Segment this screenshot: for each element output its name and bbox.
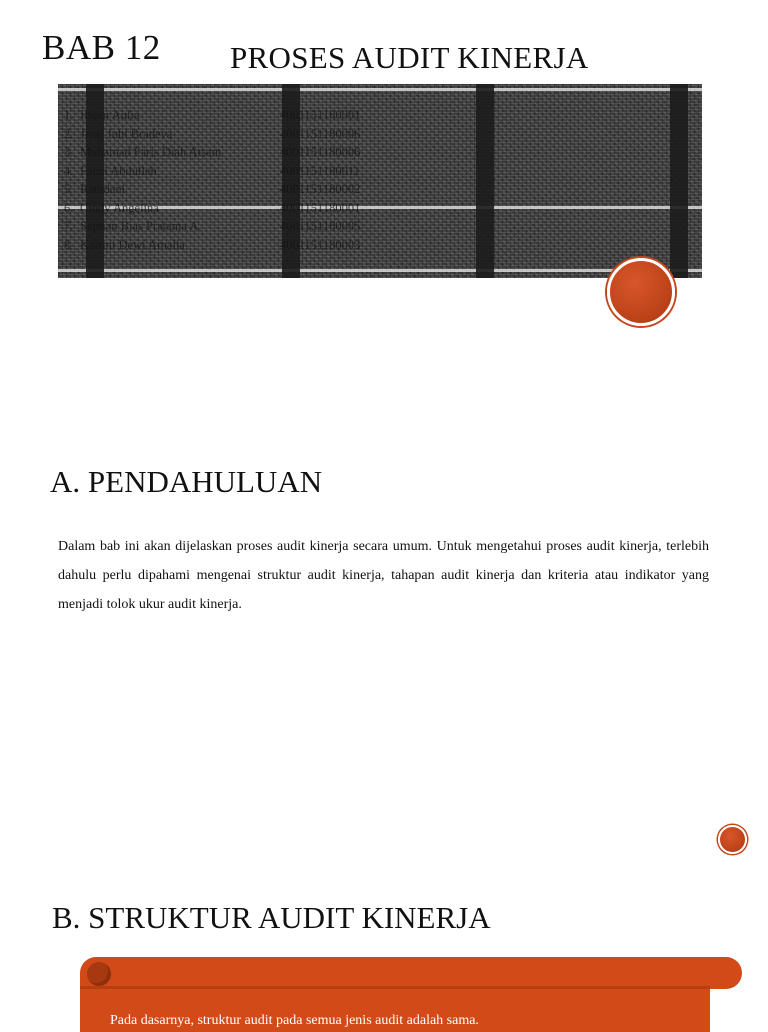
member-number: 1. <box>64 108 74 122</box>
member-row <box>58 236 702 255</box>
member-number: 2. <box>64 126 74 141</box>
section-a-heading: A. PENDAHULUAN <box>50 464 323 499</box>
member-number: 5. <box>64 182 74 196</box>
member-name: Fauzi Abdullah <box>80 163 157 178</box>
member-id: 4001151180006 <box>280 145 361 159</box>
band-rule-bottom <box>58 269 702 272</box>
member-number: 7. <box>64 219 74 233</box>
section-a-paragraph: Dalam bab ini akan dijelaskan proses audit kinerja secara umum. Untuk mengetahui proses audit kinerja, terlebih dahulu perlu dipahami mengenai struktur audit kinerja, tahapan audit kinerja dan kriteria atau indikator yang menjadi tolok ukur audit kinerja. <box>58 539 709 612</box>
member-row <box>58 162 702 181</box>
member-row <box>58 180 702 199</box>
member-row <box>58 106 702 125</box>
member-name: Kartini Dewi Amalia <box>80 237 185 252</box>
orange-circle-icon <box>718 825 747 854</box>
member-row <box>58 143 702 162</box>
member-id: 4001151180005 <box>280 219 361 233</box>
member-row <box>58 125 702 144</box>
scroll-banner-roll <box>80 957 742 989</box>
member-id: 4001151180006 <box>280 126 361 141</box>
member-row <box>58 217 702 236</box>
member-number: 4. <box>64 163 74 178</box>
member-id: 4001151180011 <box>280 163 360 178</box>
member-id: 4001151180002 <box>280 182 361 196</box>
member-name: Jeraj Juhi Bradeva <box>80 126 173 141</box>
member-list <box>58 106 702 254</box>
member-name: Septian Bias Pratama A. <box>80 219 202 233</box>
member-name: Muhamad Faris Diah Atsam <box>80 145 222 159</box>
slide-title: PROSES AUDIT KINERJA <box>230 40 589 75</box>
scroll-banner-edge <box>80 986 710 989</box>
member-name: Ramdani <box>80 182 126 196</box>
section-b-heading: B. STRUKTUR AUDIT KINERJA <box>52 900 491 935</box>
member-number: 6. <box>64 200 74 215</box>
member-id: 4001151180001 <box>280 108 361 122</box>
orange-circle-icon <box>607 258 675 326</box>
band-rule-top <box>58 88 702 91</box>
chapter-label: BAB 12 <box>42 28 161 67</box>
member-number: 3. <box>64 145 74 159</box>
member-id: 4001151180001 <box>280 200 361 215</box>
member-list-band <box>58 84 702 278</box>
member-name: Ilham Aulia <box>80 108 140 122</box>
member-id: 4001151180003 <box>280 237 361 252</box>
scroll-curl-icon <box>87 962 111 986</box>
member-row <box>58 199 702 218</box>
member-name: Cindy Angelina <box>80 200 159 215</box>
member-number: 8. <box>64 237 74 252</box>
scroll-banner-text: Pada dasarnya, struktur audit pada semua jenis audit adalah sama. <box>110 1013 479 1028</box>
